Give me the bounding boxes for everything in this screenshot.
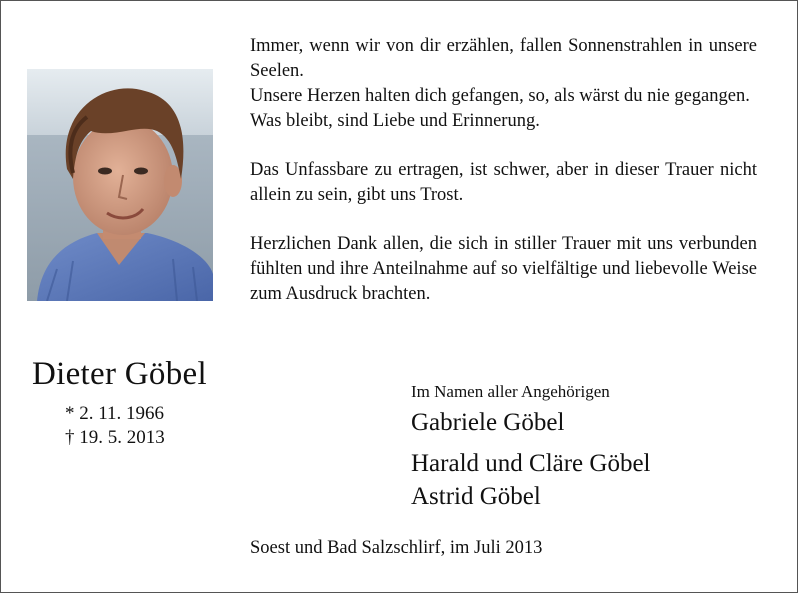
family-member-name: Gabriele Göbel <box>411 409 565 436</box>
life-dates <box>65 402 165 450</box>
family-member-name: Harald und Cläre Göbel <box>411 450 651 477</box>
place-and-date: Soest und Bad Salzschlirf, im Juli 2013 <box>250 538 543 558</box>
thanks-paragraph: Herzlichen Dank allen, die sich in stiller Trauer mit uns verbunden fühlten und ihre Anteilnahme auf so vielfältige und liebevolle Weise zum Ausdruck brachten. <box>250 234 757 304</box>
family-member-name: Astrid Göbel <box>411 483 541 510</box>
poem-line-2: Unsere Herzen halten dich gefangen, so, als wärst du nie gegangen. <box>250 86 750 106</box>
poem-line-1: Immer, wenn wir von dir erzählen, fallen Sonnenstrahlen in unsere Seelen. <box>250 36 757 81</box>
portrait-image <box>27 69 213 301</box>
poem-line-3: Was bleibt, sind Liebe und Erinnerung. <box>250 111 540 131</box>
deceased-name: Dieter Göbel <box>32 356 207 392</box>
birth-date: * 2. 11. 1966 <box>65 403 165 424</box>
death-date: † 19. 5. 2013 <box>65 427 165 448</box>
portrait-photo <box>27 69 213 301</box>
memorial-text <box>250 34 757 307</box>
consolation-paragraph: Das Unfassbare zu ertragen, ist schwer, aber in dieser Trauer nicht allein zu sein, gibt uns Trost. <box>250 160 757 205</box>
family-signature <box>411 381 651 513</box>
signature-intro: Im Namen aller Angehörigen <box>411 382 610 401</box>
